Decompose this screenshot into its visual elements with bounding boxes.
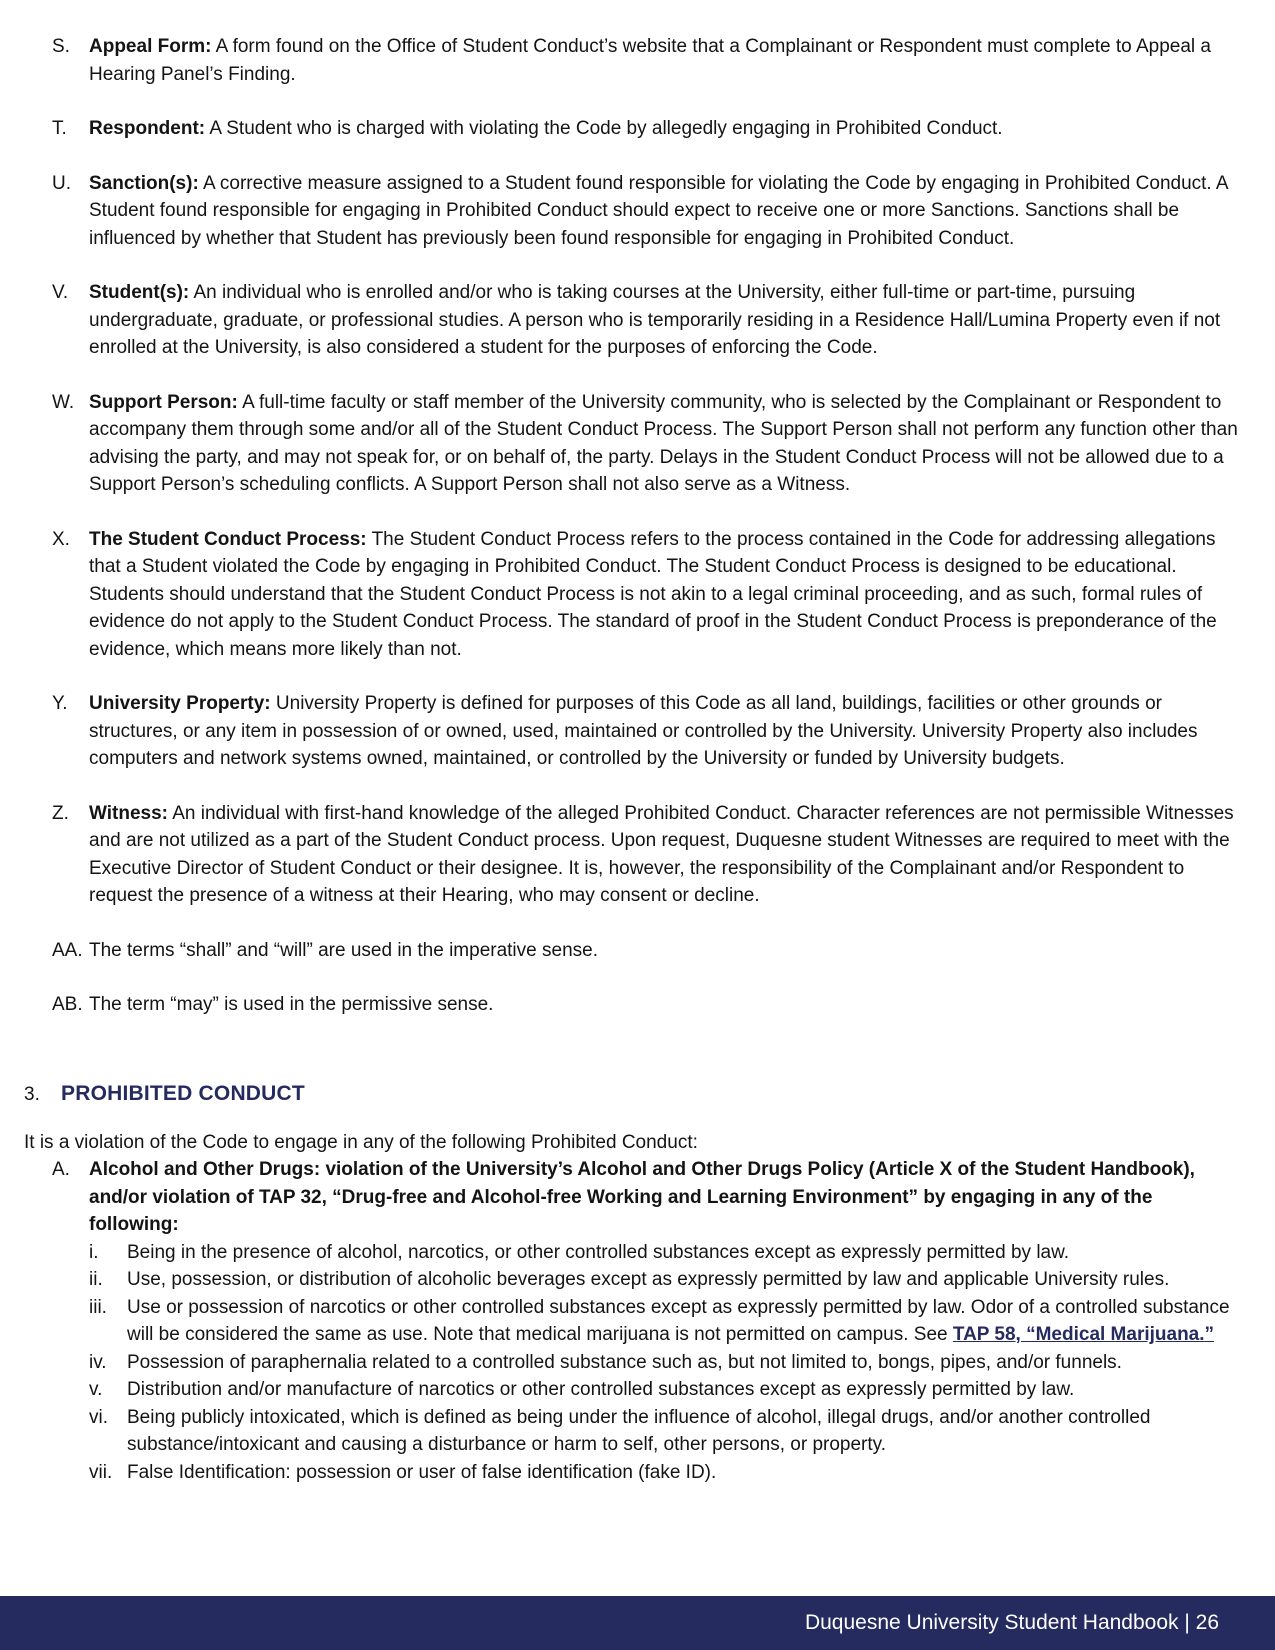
definition-body: [89, 991, 1242, 1019]
section-number: 3.: [24, 1084, 40, 1105]
conduct-subitem-list: [52, 1239, 1244, 1487]
definition-item: [52, 800, 1242, 910]
definition-item: [52, 991, 1242, 1019]
subitem-numeral: ii.: [89, 1269, 103, 1290]
definition-body: [89, 937, 1242, 965]
definition-text: A corrective measure assigned to a Student found responsible for violating the Code by engaging in Prohibited Conduct. A Student found responsible for engaging in Prohibited Conduct should expect to receive one or more Sanctions. Sanctions shall be influenced by whether that Student has previously been found responsible for engaging in Prohibited Conduct.: [89, 172, 1228, 249]
definition-item: [52, 279, 1242, 362]
tap-58-link[interactable]: TAP 58, “Medical Marijuana.”: [952, 1324, 1215, 1345]
subitem-text: Possession of paraphernalia related to a controlled substance such as, but not limited to, bongs, pipes, and/or funnels.: [127, 1351, 1122, 1373]
definition-term: Witness:: [89, 802, 169, 824]
definition-body: [89, 115, 1242, 143]
definition-item: [52, 526, 1242, 664]
definition-body: [89, 800, 1242, 910]
subitem-text: Being in the presence of alcohol, narcotics, or other controlled substances except as expressly permitted by law.: [127, 1241, 1070, 1263]
definition-letter: X.: [52, 528, 70, 550]
conduct-subitem: [52, 1404, 1244, 1459]
subitem-text: Use or possession of narcotics or other controlled substances except as expressly permitted by law. Odor of a controlled substance will be considered the same as use. Note that medical marijuana is not permitted on campus. See: [127, 1296, 1230, 1345]
definition-letter: W.: [52, 391, 75, 413]
definition-text: The terms “shall” and “will” are used in the imperative sense.: [89, 939, 598, 961]
definition-body: [89, 690, 1242, 773]
conduct-subitem: [52, 1294, 1244, 1349]
definition-item: [52, 937, 1242, 965]
subitem-numeral: v.: [89, 1379, 103, 1400]
subitem-numeral: iv.: [89, 1351, 107, 1373]
conduct-item-alcohol-drugs: [24, 1156, 1244, 1486]
subitem-text: False Identification: possession or user of false identification (fake ID).: [127, 1461, 717, 1483]
subitem-numeral: i.: [89, 1241, 99, 1263]
definition-text: A Student who is charged with violating the Code by allegedly engaging in Prohibited Conduct.: [205, 118, 1003, 139]
section-heading: [24, 1080, 1244, 1109]
definition-term: Appeal Form:: [89, 36, 212, 57]
definition-letter: S.: [52, 36, 70, 57]
definition-text: University Property is defined for purposes of this Code as all land, buildings, facilities or other grounds or structures, or any item in possession of or owned, used, maintained or controlled by the University. University Property also includes computers and network systems owned, maintained, or controlled by the University or funded by University budgets.: [89, 693, 1198, 769]
definition-term: Respondent:: [89, 118, 206, 139]
conduct-subitem: [52, 1349, 1244, 1377]
definition-text: A form found on the Office of Student Conduct’s website that a Complainant or Respondent must complete to Appeal a Hearing Panel’s Finding.: [89, 36, 1211, 85]
conduct-subitem: [52, 1459, 1244, 1487]
definition-term: Student(s):: [89, 282, 190, 303]
definition-body: [89, 279, 1242, 362]
definition-body: [89, 33, 1242, 88]
definition-letter: AA.: [52, 939, 83, 961]
definition-text: The Student Conduct Process refers to the process contained in the Code for addressing allegations that a Student violated the Code by engaging in Prohibited Conduct. The Student Conduct Process is designed to be educational. Students should understand that the Student Conduct Process is not akin to a legal criminal proceeding, and as such, formal rules of evidence do not apply to the Student Conduct Process. The standard of proof in the Student Conduct Process is preponderance of the evidence, which means more likely than not.: [89, 528, 1217, 660]
definition-body: [89, 170, 1242, 253]
definition-item: [52, 33, 1242, 88]
prohibited-conduct-section: [24, 1080, 1244, 1486]
section-intro: It is a violation of the Code to engage in any of the following Prohibited Conduct:: [24, 1131, 698, 1153]
conduct-subitem: [52, 1376, 1244, 1404]
subitem-numeral: iii.: [89, 1296, 107, 1318]
definition-body: [89, 389, 1242, 499]
definition-text: The term “may” is used in the permissive sense.: [89, 994, 494, 1015]
subitem-numeral: vi.: [89, 1406, 108, 1428]
definition-item: [52, 389, 1242, 499]
definition-item: [52, 115, 1242, 143]
conduct-subitem: [52, 1239, 1244, 1267]
definitions-list: [52, 33, 1242, 1046]
subitem-numeral: vii.: [89, 1461, 113, 1483]
definition-letter: AB.: [52, 994, 83, 1015]
definition-item: [52, 690, 1242, 773]
definition-item: [52, 170, 1242, 253]
page-footer: [0, 1596, 1275, 1650]
definition-term: Support Person:: [89, 391, 238, 413]
definition-term: Sanction(s):: [89, 172, 199, 194]
definition-letter: U.: [52, 172, 71, 194]
definition-letter: T.: [52, 118, 67, 139]
definition-letter: V.: [52, 282, 69, 303]
definition-term: The Student Conduct Process:: [89, 528, 367, 550]
definition-letter: Y.: [52, 693, 68, 714]
definition-text: An individual with first-hand knowledge of the alleged Prohibited Conduct. Character references are not permissible Witnesses and are not utilized as a part of the Student Conduct process. Upon request, Duquesne student Witnesses are required to meet with the Executive Director of Student Conduct or their designee. It is, however, the responsibility of the Complainant and/or Respondent to request the presence of a witness at their Hearing, who may consent or decline.: [89, 802, 1234, 906]
definition-text: A full-time faculty or staff member of the University community, who is selected by the Complainant or Respondent to accompany them through some and/or all of the Student Conduct Process. The Support Person shall not perform any function other than advising the party, and may not speak for, or on behalf of, the party. Delays in the Student Conduct Process will not be allowed due to a Support Person’s scheduling conflicts. A Support Person shall not also serve as a Witness.: [89, 391, 1238, 495]
conduct-item-heading: Alcohol and Other Drugs: violation of the University’s Alcohol and Other Drugs Policy (Article X of the Student Handbook), and/or violation of TAP 32, “Drug-free and Alcohol-free Working and Learning Environment” by engaging in any of the following:: [89, 1159, 1195, 1235]
definition-body: [89, 526, 1242, 664]
conduct-item-letter: A.: [52, 1159, 70, 1180]
section-title: PROHIBITED CONDUCT: [61, 1082, 305, 1105]
subitem-text: Use, possession, or distribution of alcoholic beverages except as expressly permitted by law and applicable University rules.: [127, 1269, 1170, 1290]
definition-term: University Property:: [89, 693, 271, 714]
footer-page-label: Duquesne University Student Handbook | 26: [804, 1611, 1219, 1634]
subitem-text: Distribution and/or manufacture of narcotics or other controlled substances except as expressly permitted by law.: [127, 1379, 1075, 1400]
subitem-text: Being publicly intoxicated, which is defined as being under the influence of alcohol, illegal drugs, and/or another controlled substance/intoxicant and causing a disturbance or harm to self, other persons, or property.: [127, 1406, 1151, 1455]
definition-text: An individual who is enrolled and/or who is taking courses at the University, either full-time or part-time, pursuing undergraduate, graduate, or professional studies. A person who is temporarily residing in a Residence Hall/Lumina Property even if not enrolled at the University, is also considered a student for the purposes of enforcing the Code.: [89, 282, 1221, 358]
subitem-text-with-link: [127, 1294, 1244, 1349]
conduct-item-body: [89, 1156, 1244, 1486]
definition-letter: Z.: [52, 802, 69, 824]
conduct-subitem: [52, 1266, 1244, 1294]
